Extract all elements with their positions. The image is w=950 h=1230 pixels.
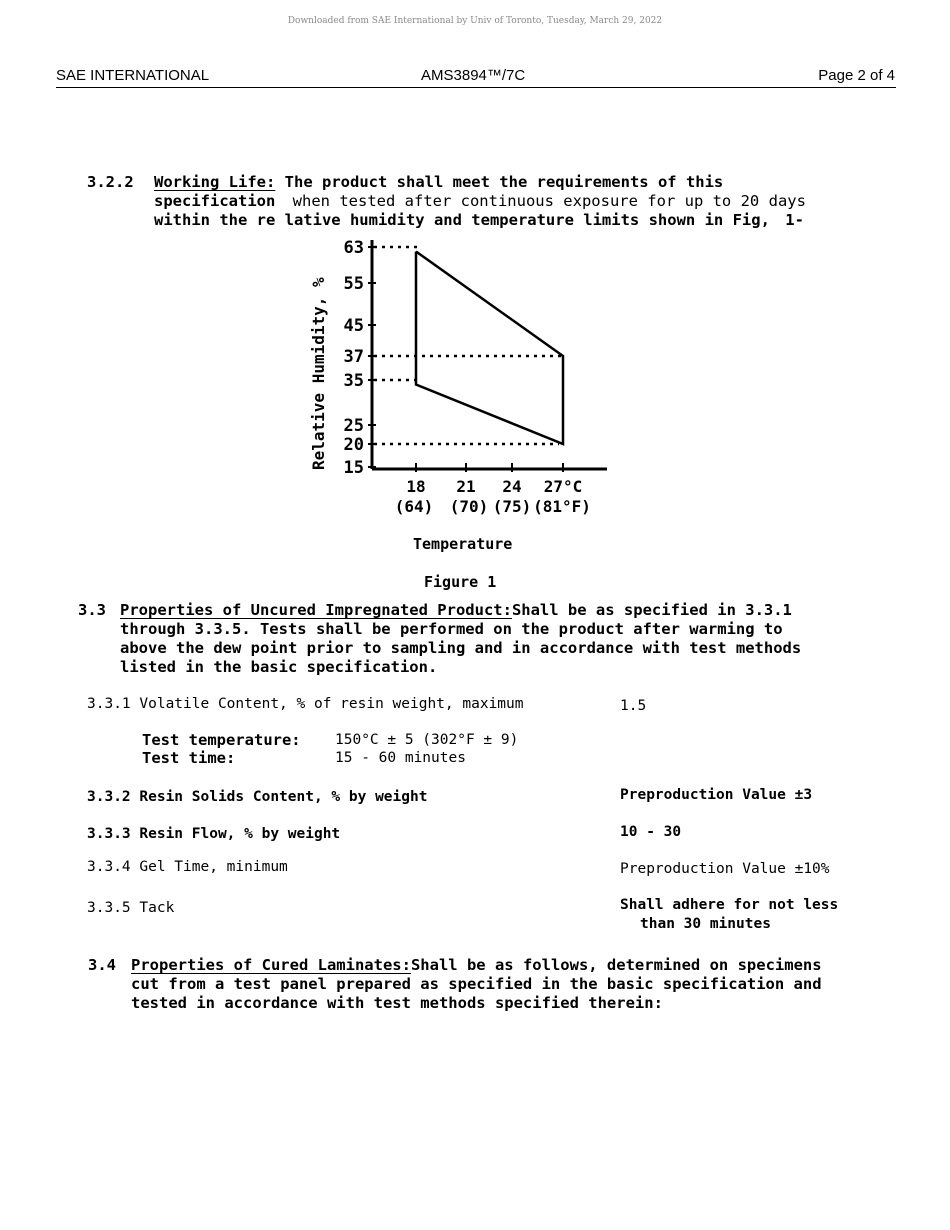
y-tick-label-37: 37 — [343, 347, 364, 367]
y-tick-label-20: 20 — [343, 435, 364, 455]
x-tick-label-f-2: (75) — [492, 497, 532, 516]
section-3-3-line3: above the dew point prior to sampling and in accordance with test methods — [120, 639, 802, 657]
y-tick-label-35: 35 — [343, 371, 364, 391]
prop-resin-flow-value: 10 - 30 — [620, 824, 682, 840]
section-3-4-number: 3.4 — [88, 956, 116, 974]
working-life-text3a: within the re lative humidity and temperature limits shown in Fig, — [154, 211, 770, 229]
working-life-text1: The product shall meet the requirements of this — [284, 173, 724, 191]
working-life-text2a: specification — [154, 192, 276, 210]
download-note: Downloaded from SAE International by Univ of Toronto, Tuesday, March 29, 2022 — [287, 16, 663, 26]
working-life-text2b: when tested after continuous exposure for up to 20 — [292, 192, 760, 210]
x-axis-title: Temperature — [413, 535, 513, 553]
figure-caption: Figure 1 — [424, 573, 497, 591]
cured-title: Properties of Cured Laminates: — [131, 956, 411, 974]
prop-volatile-label: 3.3.1 Volatile Content, % of resin weight, maximum — [87, 696, 524, 712]
y-tick-label-15: 15 — [343, 458, 364, 478]
cured-text1: Shall be as follows, determined on specimens — [410, 956, 822, 974]
x-tick-label-f-1: (70) — [449, 497, 489, 516]
working-life-text3b: 1- — [785, 211, 804, 229]
x-tick-label-c-1: 21 — [456, 477, 476, 496]
test-time-label: Test time: — [142, 749, 236, 767]
y-tick-label-55: 55 — [343, 274, 364, 294]
x-tick-label-f-3: (81°F) — [533, 497, 591, 516]
x-tick-label-c-0: 18 — [406, 477, 426, 496]
section-3-3-number: 3.3 — [78, 601, 106, 619]
prop-gel-time-value: Preproduction Value ±10% — [620, 861, 830, 877]
x-tick-label-c-2: 24 — [502, 477, 522, 496]
working-life-text2c: days — [768, 192, 806, 210]
y-tick-label-45: 45 — [343, 316, 364, 336]
section-3-4-line3: tested in accordance with test methods specified therein: — [131, 994, 663, 1012]
x-tick-label-c-3: 27°C — [543, 477, 583, 496]
section-3-2-2-number: 3.2.2 — [87, 173, 134, 191]
prop-tack-value: Shall adhere for not less — [620, 897, 839, 913]
y-axis-title: Relative Humidity, % — [309, 277, 328, 470]
y-tick-label-25: 25 — [343, 416, 364, 436]
test-time-value: 15 - 60 minutes — [335, 750, 466, 766]
prop-resin-flow-label: 3.3.3 Resin Flow, % by weight — [87, 826, 341, 842]
section-3-4-line2: cut from a test panel prepared as specified in the basic specification and — [131, 975, 822, 993]
x-tick-label-f-0: (64) — [394, 497, 434, 516]
section-3-3-line4: listed in the basic specification. — [120, 658, 438, 676]
header-org: SAE INTERNATIONAL — [56, 67, 210, 84]
prop-resin-solids-label: 3.3.2 Resin Solids Content, % by weight — [87, 789, 428, 805]
header-page-number: Page 2 of 4 — [818, 67, 895, 84]
humidity-temperature-chart — [0, 0, 950, 600]
section-3-3-line2: through 3.3.5. Tests shall be performed on the product after warming to — [120, 620, 783, 638]
test-temperature-label: Test temperature: — [142, 731, 301, 749]
uncured-title: Properties of Uncured Impregnated Product: — [120, 601, 512, 619]
prop-gel-time-label: 3.3.4 Gel Time, minimum — [87, 859, 288, 875]
prop-volatile-value: 1.5 — [620, 698, 647, 714]
series-working-life-envelope — [416, 252, 563, 445]
test-temperature-value: 150°C ± 5 (302°F ± 9) — [335, 732, 519, 748]
y-tick-label-63: 63 — [343, 238, 364, 258]
prop-tack-value-cont: than 30 minutes — [640, 916, 771, 932]
prop-resin-solids-value: Preproduction Value ±3 — [620, 787, 813, 803]
uncured-text1: Shall be as specified in 3.3.1 — [511, 601, 792, 619]
section-3-4-line1 — [131, 956, 822, 975]
prop-tack-label: 3.3.5 Tack — [87, 900, 175, 916]
working-life-title: Working Life: — [154, 173, 276, 191]
header-doc-number: AMS3894™/7C — [421, 67, 526, 84]
section-3-3-line1 — [120, 601, 792, 620]
